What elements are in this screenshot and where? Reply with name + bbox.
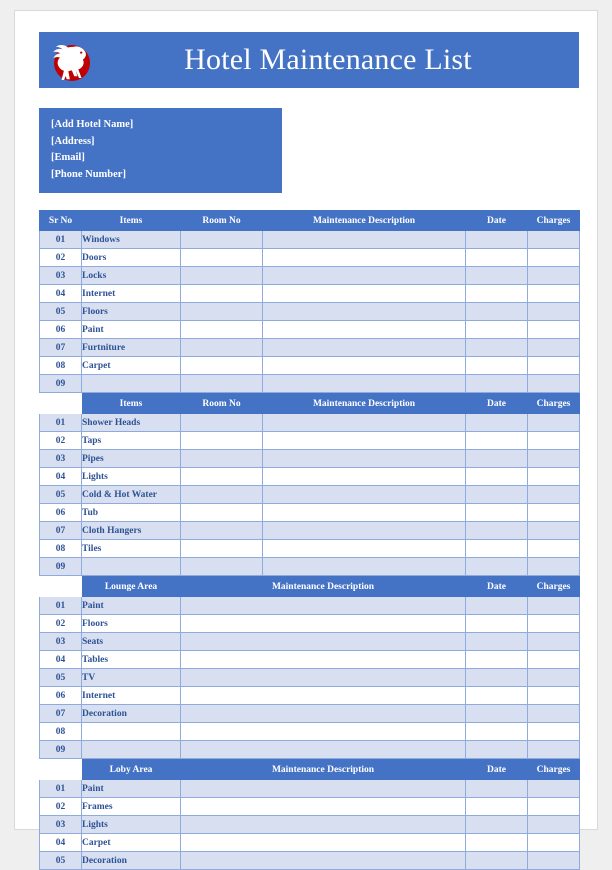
column-header-sr-no — [40, 760, 82, 780]
table-row — [40, 432, 580, 450]
cell-maintenance-description[interactable] — [181, 669, 466, 687]
cell-date[interactable] — [466, 798, 528, 816]
cell-maintenance-description[interactable] — [263, 375, 466, 393]
cell-date[interactable] — [466, 816, 528, 834]
cell-maintenance-description[interactable] — [181, 798, 466, 816]
column-header-charges: Charges — [528, 211, 580, 231]
cell-charges[interactable] — [528, 633, 580, 651]
page-title: Hotel Maintenance List — [184, 43, 472, 76]
table-row — [40, 267, 580, 285]
table-header-row — [40, 760, 580, 780]
cell-charges[interactable] — [528, 540, 580, 558]
maintenance-tables — [39, 210, 579, 870]
cell-item-name[interactable] — [82, 723, 181, 741]
table-header-row — [40, 211, 580, 231]
table-row — [40, 798, 580, 816]
cell-sr-no: 04 — [40, 468, 82, 486]
cell-room-no[interactable] — [181, 321, 263, 339]
table-row — [40, 852, 580, 870]
cell-charges[interactable] — [528, 798, 580, 816]
cell-charges[interactable] — [528, 780, 580, 798]
table-header-row — [40, 577, 580, 597]
cell-item-name[interactable]: Seats — [82, 633, 181, 651]
cell-maintenance-description[interactable] — [263, 486, 466, 504]
cell-sr-no: 07 — [40, 705, 82, 723]
column-header-items: Loby Area — [82, 760, 181, 780]
cell-date[interactable] — [466, 705, 528, 723]
cell-charges[interactable] — [528, 651, 580, 669]
hotel-name-field[interactable]: [Add Hotel Name] — [51, 119, 134, 130]
cell-charges[interactable] — [528, 414, 580, 432]
cell-maintenance-description[interactable] — [181, 741, 466, 759]
cell-sr-no: 06 — [40, 504, 82, 522]
table-row — [40, 741, 580, 759]
cell-date[interactable] — [466, 651, 528, 669]
cell-room-no[interactable] — [181, 540, 263, 558]
cell-item-name[interactable]: Doors — [82, 249, 181, 267]
cell-sr-no: 06 — [40, 321, 82, 339]
cell-item-name[interactable]: TV — [82, 669, 181, 687]
cell-item-name[interactable]: Decoration — [82, 705, 181, 723]
cell-charges[interactable] — [528, 375, 580, 393]
cell-maintenance-description[interactable] — [263, 450, 466, 468]
maintenance-table-lobby — [39, 759, 580, 870]
table-row — [40, 615, 580, 633]
table-row — [40, 633, 580, 651]
cell-item-name[interactable]: Floors — [82, 303, 181, 321]
cell-sr-no: 02 — [40, 249, 82, 267]
table-row — [40, 321, 580, 339]
cell-maintenance-description[interactable] — [263, 249, 466, 267]
cell-charges[interactable] — [528, 669, 580, 687]
cell-maintenance-description[interactable] — [263, 339, 466, 357]
cell-date[interactable] — [466, 339, 528, 357]
cell-date[interactable] — [466, 780, 528, 798]
cell-date[interactable] — [466, 468, 528, 486]
cell-room-no[interactable] — [181, 504, 263, 522]
cell-maintenance-description[interactable] — [263, 303, 466, 321]
cell-room-no[interactable] — [181, 468, 263, 486]
cell-sr-no: 06 — [40, 687, 82, 705]
cell-sr-no: 03 — [40, 450, 82, 468]
cell-charges[interactable] — [528, 231, 580, 249]
cell-room-no[interactable] — [181, 249, 263, 267]
cell-date[interactable] — [466, 285, 528, 303]
cell-room-no[interactable] — [181, 450, 263, 468]
cell-item-name[interactable]: Carpet — [82, 834, 181, 852]
document-page — [14, 10, 598, 866]
column-header-sr-no — [40, 577, 82, 597]
cell-maintenance-description[interactable] — [181, 780, 466, 798]
table-row — [40, 303, 580, 321]
table-row — [40, 339, 580, 357]
table-row — [40, 651, 580, 669]
cell-maintenance-description[interactable] — [181, 597, 466, 615]
table-row — [40, 249, 580, 267]
cell-charges[interactable] — [528, 267, 580, 285]
column-header-charges: Charges — [528, 760, 580, 780]
cell-sr-no: 02 — [40, 615, 82, 633]
cell-charges[interactable] — [528, 504, 580, 522]
cell-item-name[interactable]: Paint — [82, 321, 181, 339]
maintenance-table-bathroom — [39, 393, 580, 576]
cell-charges[interactable] — [528, 522, 580, 540]
maintenance-table-rooms — [39, 210, 580, 393]
cell-sr-no: 01 — [40, 414, 82, 432]
column-header-date: Date — [466, 577, 528, 597]
column-header-description: Maintenance Description — [263, 394, 466, 414]
cell-maintenance-description[interactable] — [263, 468, 466, 486]
column-header-description: Maintenance Description — [263, 211, 466, 231]
table-row — [40, 522, 580, 540]
cell-sr-no: 02 — [40, 798, 82, 816]
cell-date[interactable] — [466, 504, 528, 522]
cell-item-name[interactable]: Floors — [82, 615, 181, 633]
cell-charges[interactable] — [528, 615, 580, 633]
cell-room-no[interactable] — [181, 432, 263, 450]
cell-maintenance-description[interactable] — [263, 432, 466, 450]
cell-date[interactable] — [466, 414, 528, 432]
cell-charges[interactable] — [528, 432, 580, 450]
table-row — [40, 540, 580, 558]
cell-item-name[interactable] — [82, 558, 181, 576]
cell-date[interactable] — [466, 540, 528, 558]
cell-date[interactable] — [466, 321, 528, 339]
column-header-sr-no: Sr No — [40, 211, 82, 231]
cell-item-name[interactable]: Taps — [82, 432, 181, 450]
hotel-email-field[interactable]: [Email] — [51, 152, 85, 163]
cell-maintenance-description[interactable] — [181, 834, 466, 852]
cell-item-name[interactable]: Tub — [82, 504, 181, 522]
column-header-charges: Charges — [528, 577, 580, 597]
cell-item-name[interactable]: Lights — [82, 468, 181, 486]
cell-date[interactable] — [466, 303, 528, 321]
cell-item-name[interactable]: Internet — [82, 285, 181, 303]
cell-sr-no: 05 — [40, 486, 82, 504]
cell-sr-no: 01 — [40, 780, 82, 798]
cell-date[interactable] — [466, 597, 528, 615]
cell-item-name[interactable]: Cold & Hot Water — [82, 486, 181, 504]
title-banner — [39, 32, 579, 88]
pegasus-horse-logo-icon — [39, 32, 103, 88]
column-header-description: Maintenance Description — [181, 577, 466, 597]
table-row — [40, 486, 580, 504]
cell-sr-no: 05 — [40, 852, 82, 870]
cell-room-no[interactable] — [181, 303, 263, 321]
cell-maintenance-description[interactable] — [263, 285, 466, 303]
cell-charges[interactable] — [528, 339, 580, 357]
cell-charges[interactable] — [528, 852, 580, 870]
cell-charges[interactable] — [528, 741, 580, 759]
table-row — [40, 597, 580, 615]
cell-maintenance-description[interactable] — [263, 558, 466, 576]
cell-sr-no: 04 — [40, 285, 82, 303]
column-header-room-no: Room No — [181, 394, 263, 414]
cell-maintenance-description[interactable] — [181, 852, 466, 870]
cell-room-no[interactable] — [181, 339, 263, 357]
cell-date[interactable] — [466, 231, 528, 249]
cell-sr-no: 09 — [40, 375, 82, 393]
table-row — [40, 504, 580, 522]
cell-room-no[interactable] — [181, 285, 263, 303]
cell-date[interactable] — [466, 669, 528, 687]
cell-charges[interactable] — [528, 723, 580, 741]
cell-maintenance-description[interactable] — [263, 522, 466, 540]
cell-sr-no: 08 — [40, 540, 82, 558]
cell-maintenance-description[interactable] — [263, 267, 466, 285]
cell-charges[interactable] — [528, 687, 580, 705]
cell-item-name[interactable] — [82, 375, 181, 393]
cell-date[interactable] — [466, 558, 528, 576]
cell-maintenance-description[interactable] — [181, 615, 466, 633]
cell-room-no[interactable] — [181, 558, 263, 576]
column-header-items: Items — [82, 394, 181, 414]
cell-charges[interactable] — [528, 486, 580, 504]
cell-sr-no: 03 — [40, 633, 82, 651]
cell-sr-no: 03 — [40, 816, 82, 834]
table-header-row — [40, 394, 580, 414]
cell-item-name[interactable]: Frames — [82, 798, 181, 816]
table-row — [40, 357, 580, 375]
cell-charges[interactable] — [528, 468, 580, 486]
cell-item-name[interactable]: Furtniture — [82, 339, 181, 357]
column-header-room-no: Room No — [181, 211, 263, 231]
column-header-date: Date — [466, 211, 528, 231]
page-content — [39, 32, 579, 870]
column-header-charges: Charges — [528, 394, 580, 414]
column-header-items: Items — [82, 211, 181, 231]
cell-sr-no: 08 — [40, 357, 82, 375]
cell-room-no[interactable] — [181, 414, 263, 432]
cell-sr-no: 05 — [40, 669, 82, 687]
cell-date[interactable] — [466, 687, 528, 705]
column-header-items: Lounge Area — [82, 577, 181, 597]
cell-item-name[interactable]: Shower Heads — [82, 414, 181, 432]
table-row — [40, 450, 580, 468]
cell-sr-no: 02 — [40, 432, 82, 450]
cell-charges[interactable] — [528, 816, 580, 834]
cell-date[interactable] — [466, 486, 528, 504]
table-row — [40, 705, 580, 723]
column-header-description: Maintenance Description — [181, 760, 466, 780]
cell-maintenance-description[interactable] — [181, 705, 466, 723]
cell-sr-no: 09 — [40, 741, 82, 759]
cell-item-name[interactable]: Cloth Hangers — [82, 522, 181, 540]
table-row — [40, 687, 580, 705]
cell-item-name[interactable]: Paint — [82, 780, 181, 798]
cell-date[interactable] — [466, 522, 528, 540]
cell-item-name[interactable]: Tables — [82, 651, 181, 669]
cell-date[interactable] — [466, 450, 528, 468]
cell-date[interactable] — [466, 852, 528, 870]
cell-item-name[interactable]: Locks — [82, 267, 181, 285]
cell-charges[interactable] — [528, 321, 580, 339]
table-row — [40, 834, 580, 852]
cell-sr-no: 04 — [40, 834, 82, 852]
cell-sr-no: 07 — [40, 339, 82, 357]
table-row — [40, 468, 580, 486]
cell-date[interactable] — [466, 615, 528, 633]
table-row — [40, 780, 580, 798]
hotel-address-field[interactable]: [Address] — [51, 135, 95, 147]
cell-sr-no: 07 — [40, 522, 82, 540]
table-row — [40, 285, 580, 303]
cell-charges[interactable] — [528, 249, 580, 267]
cell-sr-no: 09 — [40, 558, 82, 576]
table-row — [40, 816, 580, 834]
table-row — [40, 414, 580, 432]
cell-item-name[interactable]: Carpet — [82, 357, 181, 375]
cell-item-name[interactable]: Internet — [82, 687, 181, 705]
cell-date[interactable] — [466, 741, 528, 759]
cell-charges[interactable] — [528, 705, 580, 723]
cell-maintenance-description[interactable] — [263, 540, 466, 558]
table-row — [40, 723, 580, 741]
cell-maintenance-description[interactable] — [263, 504, 466, 522]
cell-date[interactable] — [466, 375, 528, 393]
cell-date[interactable] — [466, 723, 528, 741]
cell-date[interactable] — [466, 357, 528, 375]
column-header-date: Date — [466, 760, 528, 780]
cell-item-name[interactable]: Pipes — [82, 450, 181, 468]
cell-room-no[interactable] — [181, 267, 263, 285]
cell-item-name[interactable]: Tiles — [82, 540, 181, 558]
cell-charges[interactable] — [528, 357, 580, 375]
cell-charges[interactable] — [528, 285, 580, 303]
cell-date[interactable] — [466, 633, 528, 651]
cell-sr-no: 05 — [40, 303, 82, 321]
cell-date[interactable] — [466, 249, 528, 267]
cell-room-no[interactable] — [181, 522, 263, 540]
table-row — [40, 558, 580, 576]
maintenance-table-lounge — [39, 576, 580, 759]
hotel-phone-field[interactable]: [Phone Number] — [51, 168, 126, 180]
cell-maintenance-description[interactable] — [263, 357, 466, 375]
cell-charges[interactable] — [528, 834, 580, 852]
cell-maintenance-description[interactable] — [181, 816, 466, 834]
column-header-sr-no — [40, 394, 82, 414]
cell-maintenance-description[interactable] — [263, 231, 466, 249]
cell-maintenance-description[interactable] — [181, 633, 466, 651]
cell-sr-no: 01 — [40, 231, 82, 249]
cell-item-name[interactable] — [82, 741, 181, 759]
cell-sr-no: 04 — [40, 651, 82, 669]
cell-maintenance-description[interactable] — [263, 321, 466, 339]
column-header-date: Date — [466, 394, 528, 414]
cell-item-name[interactable]: Lights — [82, 816, 181, 834]
cell-item-name[interactable]: Paint — [82, 597, 181, 615]
cell-room-no[interactable] — [181, 375, 263, 393]
cell-sr-no: 01 — [40, 597, 82, 615]
cell-date[interactable] — [466, 834, 528, 852]
cell-sr-no: 08 — [40, 723, 82, 741]
cell-charges[interactable] — [528, 597, 580, 615]
table-row — [40, 231, 580, 249]
cell-room-no[interactable] — [181, 231, 263, 249]
cell-maintenance-description[interactable] — [181, 687, 466, 705]
table-row — [40, 669, 580, 687]
cell-date[interactable] — [466, 432, 528, 450]
cell-room-no[interactable] — [181, 357, 263, 375]
table-row — [40, 375, 580, 393]
cell-maintenance-description[interactable] — [181, 651, 466, 669]
cell-date[interactable] — [466, 267, 528, 285]
cell-item-name[interactable]: Decoration — [82, 852, 181, 870]
cell-maintenance-description[interactable] — [181, 723, 466, 741]
cell-charges[interactable] — [528, 558, 580, 576]
cell-room-no[interactable] — [181, 486, 263, 504]
cell-maintenance-description[interactable] — [263, 414, 466, 432]
cell-charges[interactable] — [528, 303, 580, 321]
cell-item-name[interactable]: Windows — [82, 231, 181, 249]
cell-sr-no: 03 — [40, 267, 82, 285]
cell-charges[interactable] — [528, 450, 580, 468]
hotel-info-block — [39, 108, 282, 193]
